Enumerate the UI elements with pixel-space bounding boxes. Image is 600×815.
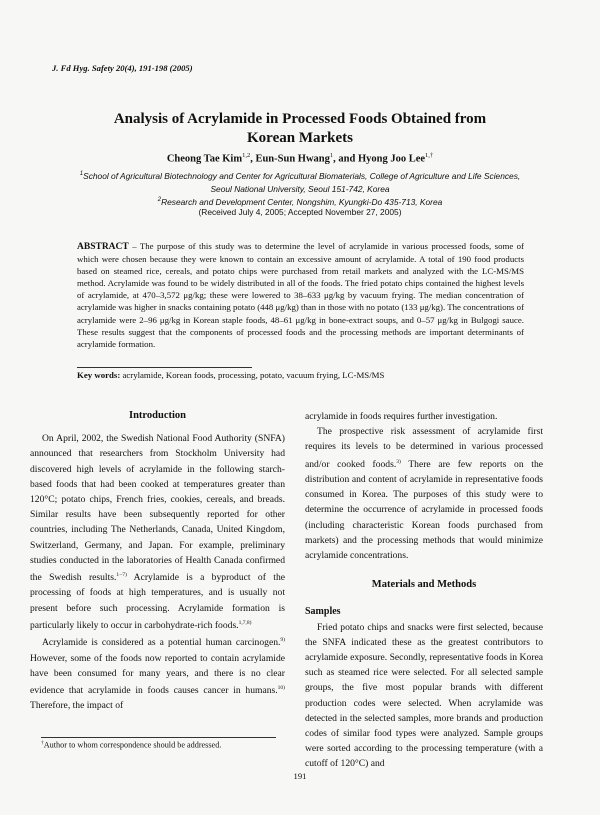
citation: 1,7,8): [238, 619, 252, 626]
intro-paragraph-2: Acrylamide is considered as a potential human carcinogen.$^{9)}$ However, some of the foods now reported to contain acrylamide have been consumed for many years, and there is no clear evidence that acrylamide in foods causes cancer in humans.$^{10)}$ Therefore, the impact of: [30, 637, 285, 712]
title-line-1: Analysis of Acrylamide in Processed Foods Obtained from: [113, 111, 487, 127]
citation: 3): [396, 458, 401, 465]
keywords-rule: [77, 367, 252, 368]
abstract: [77, 240, 524, 350]
introduction-heading: Introduction: [129, 410, 186, 421]
intro-paragraph-2-continued: acrylamide in foods requires further investigation.: [305, 411, 498, 422]
author-2: Eun-Sun Hwang: [255, 153, 330, 165]
methods-paragraph-1: Fried potato chips and snacks were first selected, because the SNFA indicated these as the greatest contributors to acrylamide exposure. Secondly, representative foods in Korea such as steamed rice were selected. For all selected sample groups, the five most popular brands with different production codes were selected. When acrylamide was detected in the selected samples, more brands and production codes of similar food types were analyzed. Sample groups were sorted according to the processing temperature (with a cutoff of 120°C) and: [305, 621, 543, 770]
citation: 10): [277, 685, 285, 692]
methods-heading: Materials and Methods: [371, 579, 477, 591]
affiliation-2-text: Research and Development Center, Nongshim, Kyungki-Do 435-713, Korea: [161, 196, 443, 207]
affiliation-1-marker: 1: [79, 171, 84, 177]
abstract-text: – The purpose of this study was to determine the level of acrylamide in various processed foods, some of which were chosen because they were known to contain an excessive amount of acrylamide. A total of 190 food products based on steamed rice, cereals, and potato chips were purchased from retail markets and analyzed with the LC-MS/MS method. Acrylamide was found to be widely distributed in all of the foods. The fried potato chips contained the highest levels of acrylamide, at 470–3,572 μg/kg; these were lowered to 38–633 μg/kg by vacuum frying. The median concentration of acrylamide was higher in snacks containing potato (448 μg/kg) than in those with no potato (133 μg/kg). The concentrations of acrylamide were 2–96 μg/kg in Korean staple foods, 48–61 μg/kg in bone-extract soups, and 0–57 μg/kg in Bulgogi sauce. These results suggest that the components of processed foods and the processing methods are important determinants of acrylamide formation.: [77, 241, 524, 349]
left-column: [30, 408, 285, 714]
footnote-rule: [41, 737, 276, 738]
intro-paragraph-3: The prospective risk assessment of acrylamide first requires its levels to be determined in various processed and/or cooked foods.$^{3)}$ There are few reports on the distribution and content of acrylamide in representative foods consumed in Korea. The purposes of this study were to determine the occurrence of acrylamide in processed foods (including characteristic Korean foods purchased from markets) and the processing methods that would minimize acrylamide concentrations.: [305, 426, 543, 562]
footnote: [41, 740, 221, 750]
journal-reference: J. Fd Hyg. Safety 20(4), 191-198 (2005): [52, 63, 193, 73]
affiliation-1: [30, 168, 570, 196]
samples-subheading: Samples: [305, 606, 341, 618]
author-3: Hyong Joo Lee: [357, 153, 426, 165]
page-number: 191: [293, 771, 307, 781]
author-1: Cheong Tae Kim: [166, 153, 243, 165]
affiliation-1-line-2: Seoul National University, Seoul 151-742, Korea: [210, 183, 390, 194]
keywords-label: Key words:: [77, 370, 121, 380]
author-2-affil: 1: [329, 152, 334, 159]
keywords-text: acrylamide, Korean foods, processing, potato, vacuum frying, LC-MS/MS: [120, 370, 385, 380]
author-3-affil: 1,†: [425, 152, 434, 159]
footnote-text: Author to whom correspondence should be addressed.: [43, 740, 222, 750]
author-and: , and: [333, 153, 358, 165]
footnote-marker: †: [41, 740, 44, 746]
keywords: [77, 370, 524, 380]
author-separator: ,: [250, 153, 256, 165]
right-column: [305, 409, 543, 772]
received-dates: (Received July 4, 2005; Accepted November 27, 2005): [198, 207, 402, 217]
title-line-2: Korean Markets: [247, 130, 353, 146]
citation: 9): [280, 637, 285, 644]
citation: 1−7): [116, 572, 127, 579]
author-1-affil: 1,2: [242, 152, 251, 159]
abstract-label: ABSTRACT: [77, 242, 129, 252]
paper-title: [60, 110, 540, 148]
affiliation-1-line-1: School of Agricultural Biotechnology and Center for Agricultural Biomaterials, College of Agriculture and Life Sciences,: [83, 170, 521, 181]
affiliation-2-marker: 2: [157, 197, 162, 203]
intro-paragraph-1: On April, 2002, the Swedish National Food Authority (SNFA) announced that researchers from Stockholm University had discovered high levels of acrylamide in the following starch-based foods that had been cooked at temperatures greater than 120°C; potato chips, French fries, cookies, cereals, and breads. Similar results have been subsequently reported for other countries, including The Netherlands, Canada, United Kingdom, Switzerland, Germany, and Japan. For example, preliminary studies conducted in the laboratories of Health Canada confirmed the Swedish results.$^{1-7)}$ Acrylamide is a byproduct of the processing of foods at high temperatures, and is usually not present before such processing. Acrylamide formation is particularly likely to occur in carbohydrate-rich foods.$^{1,7,8)}$: [30, 433, 286, 632]
author-list: [60, 152, 540, 165]
